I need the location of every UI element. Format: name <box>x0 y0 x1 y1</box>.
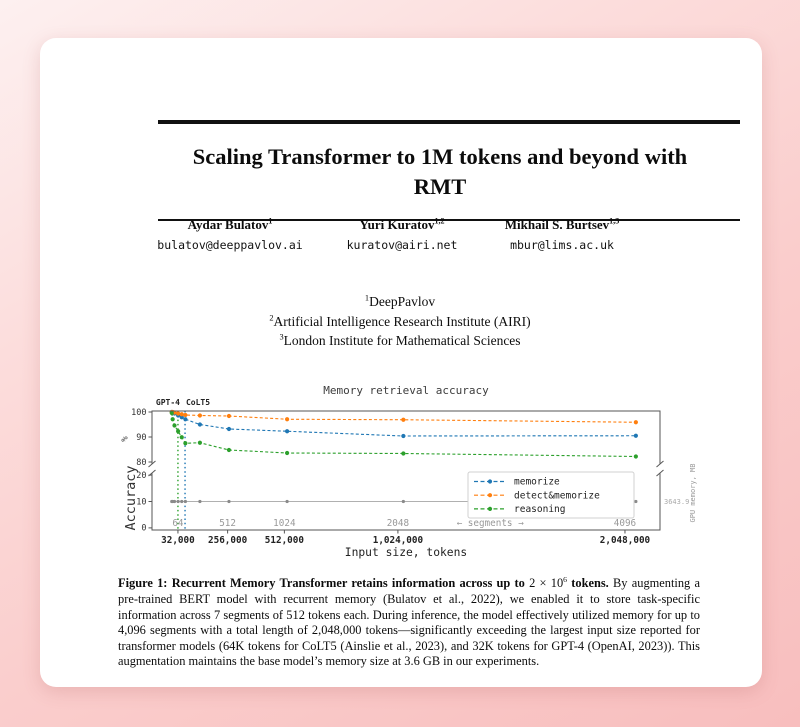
legend <box>468 472 634 518</box>
memory-retrieval-chart <box>112 378 712 563</box>
svg-text:512: 512 <box>219 518 237 529</box>
author-block <box>140 217 320 252</box>
caption-bold-tail: tokens. <box>567 576 609 591</box>
svg-text:0: 0 <box>141 523 147 534</box>
affiliation-sup: 3 <box>279 332 284 342</box>
paper-title-line1: Scaling Transformer to 1M tokens and beyond with <box>192 144 688 169</box>
svg-text:Accuracy: Accuracy <box>123 465 139 531</box>
author-affil-sup: 1 <box>268 216 273 226</box>
svg-text:100: 100 <box>131 407 147 418</box>
figure-1-chart <box>112 378 712 563</box>
affiliation-text: Artificial Intelligence Research Institute (AIRI) <box>273 313 531 329</box>
svg-text:256,000: 256,000 <box>208 535 248 546</box>
author-affil-sup: 1,2 <box>434 216 445 226</box>
svg-text:Memory retrieval accuracy: Memory retrieval accuracy <box>323 384 489 397</box>
affiliation-line <box>100 292 700 312</box>
svg-text:reasoning: reasoning <box>514 504 566 516</box>
caption-label: Figure 1: <box>118 576 172 591</box>
svg-text:4096: 4096 <box>613 518 637 529</box>
svg-text:GPU memory, MB: GPU memory, MB <box>689 463 697 523</box>
svg-text:10: 10 <box>136 497 147 508</box>
affiliation-sup: 2 <box>269 313 274 322</box>
figure-caption <box>118 576 700 670</box>
author-affil-sup: 1,3 <box>609 216 620 226</box>
svg-text:CoLT5: CoLT5 <box>185 398 211 407</box>
svg-text:2048: 2048 <box>386 518 410 529</box>
paper-title-line2: RMT <box>413 174 467 199</box>
svg-text:90: 90 <box>136 432 147 443</box>
svg-text:80: 80 <box>136 457 147 468</box>
svg-text:64: 64 <box>172 518 184 529</box>
svg-text:32,000: 32,000 <box>161 535 195 546</box>
author-name <box>140 217 320 233</box>
affiliations <box>100 292 700 351</box>
svg-text:20: 20 <box>136 470 147 481</box>
author-name <box>472 217 652 233</box>
svg-text:2,048,000: 2,048,000 <box>599 535 651 546</box>
paper-title <box>120 142 760 202</box>
affiliation-text: DeepPavlov <box>369 294 436 309</box>
title-top-rule <box>158 120 740 124</box>
caption-math: 2 × 10 <box>529 576 564 591</box>
svg-text:512,000: 512,000 <box>264 535 304 546</box>
author-email: kuratov@airi.net <box>346 238 458 252</box>
author-name-text: Yuri Kuratov <box>359 217 435 232</box>
affiliation-line <box>100 312 700 332</box>
author-name <box>312 217 492 233</box>
svg-text:3643.9: 3643.9 <box>664 498 690 506</box>
series-detect-memorize <box>170 410 638 424</box>
author-name-text: Aydar Bulatov <box>187 217 269 232</box>
svg-text:detect&memorize: detect&memorize <box>514 490 600 502</box>
caption-math-exp: 6 <box>563 575 568 585</box>
author-block <box>312 217 492 252</box>
affiliation-line <box>100 331 700 351</box>
caption-bold-claim: Recurrent Memory Transformer retains information across up to <box>171 576 530 591</box>
affiliation-text: London Institute for Mathematical Sciences <box>283 333 521 348</box>
svg-text:memorize: memorize <box>514 476 560 488</box>
svg-text:1024: 1024 <box>273 518 296 529</box>
caption-body: By augmenting a pre-trained BERT model with recurrent memory (Bulatov et al., 2022), we enabled it to store task-specific information across 7 segments of 512 tokens each. During inference, the model effectively utilized memory for up to 4,096 segments with a total length of 2,048,000 tokens—significantly exceeding the largest input size reported for transformer models (64K tokens for CoLT5 (Ainslie et al., 2023), and 32K tokens for GPT-4 (OpenAI, 2023)). This augmentation maintains the base model’s memory size at 3.6 GB in our experiments. <box>118 576 700 669</box>
affiliation-sup: 1 <box>364 293 370 303</box>
author-block <box>472 217 652 252</box>
svg-text:GPT-4: GPT-4 <box>155 398 180 407</box>
svg-text:Input size, tokens: Input size, tokens <box>344 546 468 559</box>
author-row <box>0 217 800 277</box>
author-email: bulatov@deeppavlov.ai <box>157 238 303 252</box>
svg-text:%: % <box>120 436 131 442</box>
svg-text:← segments →: ← segments → <box>456 518 524 529</box>
author-name-text: Mikhail S. Burtsev <box>504 217 610 232</box>
series-memorize <box>170 410 638 438</box>
author-email: mbur@lims.ac.uk <box>510 238 614 252</box>
svg-text:1,024,000: 1,024,000 <box>372 535 424 546</box>
